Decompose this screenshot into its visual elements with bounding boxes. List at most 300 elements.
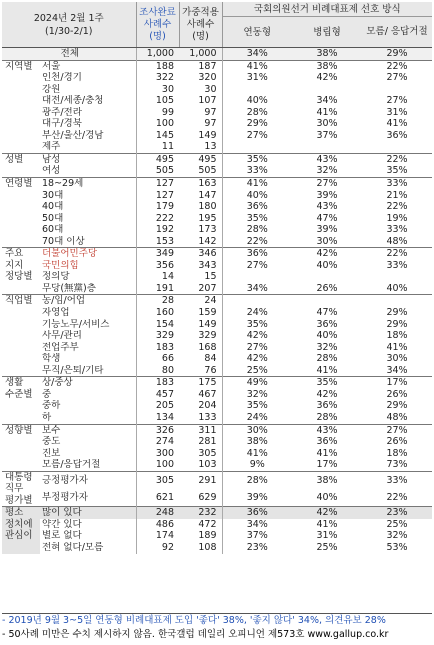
linked-pct-cell: 37% bbox=[222, 530, 292, 542]
unknown-pct-cell: 40% bbox=[386, 282, 408, 294]
sample-count-cell: 191 bbox=[136, 283, 179, 295]
unknown-pct-cell: 29% bbox=[362, 48, 432, 61]
linked-pct-cell: 28% bbox=[222, 224, 292, 236]
table-row bbox=[2, 295, 432, 307]
row-label: 대전/세종/충청 bbox=[40, 95, 136, 107]
weighted-count-cell: 133 bbox=[198, 411, 217, 423]
parallel-pct-cell: 41% bbox=[316, 106, 338, 118]
group-label: 주요 지지 정당별 bbox=[2, 248, 40, 295]
table-row bbox=[2, 248, 432, 260]
linked-pct-cell: 41% bbox=[222, 448, 292, 460]
table-row bbox=[2, 213, 432, 225]
parallel-pct-cell: 38% bbox=[292, 48, 362, 61]
parallel-pct-cell: 30% bbox=[316, 118, 338, 130]
parallel-pct-cell: 42% bbox=[316, 388, 338, 400]
unknown-pct-cell: 26% bbox=[386, 388, 408, 400]
unknown-pct-cell bbox=[362, 141, 432, 153]
weighted-count-cell: 175 bbox=[179, 377, 222, 389]
row-label: 사무/관리 bbox=[40, 330, 136, 342]
col-header-linked: 연동형 bbox=[222, 17, 292, 48]
unknown-pct-cell: 27% bbox=[362, 424, 432, 436]
unknown-pct-cell: 33% bbox=[386, 259, 408, 271]
parallel-pct-cell: 38% bbox=[292, 60, 362, 72]
unknown-pct-cell bbox=[362, 84, 432, 96]
row-label: 기능노무/서비스 bbox=[40, 319, 136, 331]
parallel-pct-cell: 37% bbox=[316, 129, 338, 141]
linked-pct-cell: 36% bbox=[222, 248, 292, 260]
linked-pct-cell: 27% bbox=[222, 342, 292, 354]
unknown-pct-cell: 73% bbox=[386, 459, 408, 471]
sample-count-cell: 183 bbox=[136, 342, 179, 354]
sample-count-cell: 66 bbox=[136, 353, 179, 365]
survey-period-header bbox=[2, 2, 136, 48]
linked-pct-cell: 41% bbox=[222, 178, 292, 190]
footnote-history: - 2019년 9월 3~5일 연동형 비례대표제 도입 '좋다' 38%, '좋지 않다' 34%, 의견유보 28% bbox=[2, 615, 386, 626]
unknown-pct-cell: 22% bbox=[386, 201, 408, 213]
group-label: 지역별 bbox=[2, 60, 40, 153]
row-label: 더불어민주당 bbox=[40, 248, 136, 260]
unknown-pct-cell: 22% bbox=[386, 491, 408, 503]
weighted-count-cell: 142 bbox=[198, 235, 217, 247]
weighted-count-cell: 108 bbox=[198, 541, 217, 553]
unknown-pct-cell: 34% bbox=[386, 364, 408, 376]
unknown-pct-cell: 22% bbox=[362, 153, 432, 165]
table-row bbox=[2, 260, 432, 272]
weighted-count-cell: 495 bbox=[179, 153, 222, 165]
sample-count-cell: 105 bbox=[136, 95, 179, 107]
group-label: 직업별 bbox=[2, 295, 40, 377]
linked-pct-cell: 39% bbox=[222, 489, 292, 507]
table-row bbox=[2, 72, 432, 84]
unknown-pct-cell: 18% bbox=[386, 447, 408, 459]
sample-count-cell: 92 bbox=[136, 542, 179, 554]
parallel-pct-cell bbox=[292, 295, 362, 307]
parallel-pct-cell: 25% bbox=[316, 541, 338, 553]
preference-super-label: 국회의원선거 비례대표제 선호 방식 bbox=[253, 3, 401, 15]
sample-count-cell: 326 bbox=[136, 424, 179, 436]
weighted-count-cell: 1,000 bbox=[179, 48, 222, 61]
row-label: 광주/전라 bbox=[40, 107, 136, 119]
weighted-count-cell: 346 bbox=[179, 248, 222, 260]
weighted-count-cell: 329 bbox=[198, 330, 217, 342]
weighted-count-cell: 168 bbox=[198, 341, 217, 353]
sample-count-cell: 248 bbox=[136, 507, 179, 519]
weighted-count-cell: 84 bbox=[204, 353, 217, 365]
weighted-count-cell: 305 bbox=[198, 447, 217, 459]
unknown-pct-cell: 48% bbox=[386, 235, 408, 247]
linked-pct-cell: 35% bbox=[222, 319, 292, 331]
row-label: 모름/응답거절 bbox=[40, 459, 136, 471]
unknown-pct-cell: 30% bbox=[386, 353, 408, 365]
weighted-count-cell: 147 bbox=[198, 189, 217, 201]
parallel-pct-cell: 36% bbox=[316, 400, 338, 412]
weighted-count-cell: 149 bbox=[198, 318, 217, 330]
linked-pct-cell bbox=[222, 84, 292, 96]
linked-pct-cell: 35% bbox=[222, 213, 292, 225]
sample-count-cell: 621 bbox=[136, 489, 179, 507]
table-row bbox=[2, 165, 432, 177]
sample-count-cell: 14 bbox=[136, 271, 179, 283]
parallel-pct-cell: 47% bbox=[316, 212, 338, 224]
sample-count-cell: 486 bbox=[136, 519, 179, 531]
weighted-count-cell: 13 bbox=[204, 141, 217, 153]
unknown-pct-cell: 23% bbox=[362, 507, 432, 519]
row-label: 진보 bbox=[40, 448, 136, 460]
weighted-count-cell: 163 bbox=[179, 178, 222, 190]
footnotes bbox=[2, 613, 432, 642]
poll-table-container bbox=[2, 2, 432, 554]
unknown-pct-cell: 22% bbox=[362, 248, 432, 260]
sample-count-cell: 28 bbox=[136, 295, 179, 307]
sample-count-cell: 457 bbox=[136, 389, 179, 401]
linked-pct-cell: 42% bbox=[222, 330, 292, 342]
linked-pct-cell: 28% bbox=[222, 471, 292, 489]
row-label: 여성 bbox=[40, 165, 136, 177]
col-header-parallel: 병립형 bbox=[292, 17, 362, 48]
linked-pct-cell: 28% bbox=[222, 107, 292, 119]
row-label: 30대 bbox=[40, 190, 136, 202]
row-label: 전혀 없다/모름 bbox=[40, 542, 136, 554]
weighted-count-cell: 629 bbox=[198, 491, 217, 503]
row-label: 상/중상 bbox=[40, 377, 136, 389]
unknown-pct-cell: 31% bbox=[386, 106, 408, 118]
parallel-pct-cell: 41% bbox=[316, 364, 338, 376]
weighted-count-label: 가중적용 사례수 (명) bbox=[182, 6, 219, 42]
sample-count-cell: 322 bbox=[136, 72, 179, 84]
footnote-source: - 50사례 미만은 수치 제시하지 않음. 한국갤럽 데일리 오피니언 제573호 www.gallup.co.kr bbox=[2, 629, 389, 640]
table-row bbox=[2, 141, 432, 153]
parallel-pct-cell: 26% bbox=[316, 282, 338, 294]
unknown-pct-cell: 29% bbox=[386, 400, 408, 412]
parallel-pct-cell bbox=[292, 84, 362, 96]
row-label: 서울 bbox=[40, 60, 136, 72]
group-label: 성향별 bbox=[2, 424, 40, 471]
parallel-pct-cell: 27% bbox=[292, 178, 362, 190]
unknown-pct-cell: 36% bbox=[386, 129, 408, 141]
table-row bbox=[2, 283, 432, 295]
group-label: 생활 수준별 bbox=[2, 377, 40, 424]
table-row bbox=[2, 436, 432, 448]
linked-pct-cell: 34% bbox=[222, 283, 292, 295]
row-label: 약간 있다 bbox=[40, 519, 136, 531]
table-row bbox=[2, 178, 432, 190]
table-body bbox=[2, 48, 432, 554]
sample-count-cell: 305 bbox=[136, 471, 179, 489]
weighted-count-cell: 159 bbox=[198, 307, 217, 319]
table-row bbox=[2, 424, 432, 436]
group-label: 연령별 bbox=[2, 178, 40, 248]
sample-count-cell: 30 bbox=[136, 84, 179, 96]
unknown-pct-cell: 17% bbox=[362, 377, 432, 389]
row-label: 60대 bbox=[40, 224, 136, 236]
weighted-count-header bbox=[179, 2, 222, 48]
weighted-count-cell: 189 bbox=[198, 530, 217, 542]
parallel-pct-cell: 32% bbox=[316, 341, 338, 353]
parallel-pct-cell: 40% bbox=[316, 259, 338, 271]
row-label: 인천/경기 bbox=[40, 72, 136, 84]
table-row bbox=[2, 542, 432, 554]
table-row bbox=[2, 307, 432, 319]
unknown-pct-cell: 22% bbox=[362, 60, 432, 72]
row-label: 중 bbox=[40, 389, 136, 401]
sample-count-cell: 300 bbox=[136, 448, 179, 460]
unknown-pct-cell: 33% bbox=[386, 224, 408, 236]
unknown-pct-cell: 27% bbox=[386, 72, 408, 84]
row-label: 정의당 bbox=[40, 271, 136, 283]
row-label: 보수 bbox=[40, 424, 136, 436]
sample-count-header bbox=[136, 2, 179, 48]
row-label: 제주 bbox=[40, 141, 136, 153]
weighted-count-cell: 107 bbox=[198, 95, 217, 107]
row-label: 남성 bbox=[40, 153, 136, 165]
table-row bbox=[2, 190, 432, 202]
sample-count-cell: 100 bbox=[136, 459, 179, 471]
weighted-count-cell: 343 bbox=[198, 259, 217, 271]
weighted-count-cell: 195 bbox=[198, 212, 217, 224]
table-row bbox=[2, 412, 432, 424]
weighted-count-cell: 24 bbox=[179, 295, 222, 307]
weighted-count-cell: 15 bbox=[204, 271, 217, 283]
unknown-pct-cell: 25% bbox=[386, 518, 408, 530]
table-row bbox=[2, 342, 432, 354]
sample-count-cell: 99 bbox=[136, 107, 179, 119]
weighted-count-cell: 97 bbox=[204, 118, 217, 130]
unknown-pct-cell: 32% bbox=[386, 530, 408, 542]
unknown-pct-cell: 26% bbox=[386, 436, 408, 448]
linked-pct-cell: 25% bbox=[222, 365, 292, 377]
table-row bbox=[2, 400, 432, 412]
linked-pct-cell: 29% bbox=[222, 118, 292, 130]
sample-count-cell: 100 bbox=[136, 118, 179, 130]
sample-count-cell: 174 bbox=[136, 530, 179, 542]
table-row bbox=[2, 507, 432, 519]
parallel-pct-cell: 38% bbox=[292, 471, 362, 489]
table-row bbox=[2, 530, 432, 542]
table-row bbox=[2, 365, 432, 377]
table-row bbox=[2, 224, 432, 236]
row-label: 50대 bbox=[40, 213, 136, 225]
linked-pct-cell: 36% bbox=[222, 507, 292, 519]
weighted-count-cell: 281 bbox=[198, 436, 217, 448]
survey-period-dates: (1/30-2/1) bbox=[45, 25, 93, 37]
sample-count-cell: 1,000 bbox=[136, 48, 179, 61]
table-row bbox=[2, 153, 432, 165]
preference-super-header bbox=[222, 2, 432, 17]
unknown-pct-cell: 18% bbox=[386, 330, 408, 342]
row-label: 무직/은퇴/기타 bbox=[40, 365, 136, 377]
weighted-count-cell: 103 bbox=[198, 459, 217, 471]
sample-count-cell: 154 bbox=[136, 319, 179, 331]
col-header-unknown bbox=[362, 17, 432, 48]
sample-count-cell: 11 bbox=[136, 141, 179, 153]
parallel-pct-cell: 30% bbox=[316, 235, 338, 247]
sample-count-cell: 349 bbox=[136, 248, 179, 260]
row-label: 강원 bbox=[40, 84, 136, 96]
row-label: 40대 bbox=[40, 201, 136, 213]
row-label: 국민의힘 bbox=[40, 260, 136, 272]
parallel-pct-cell: 36% bbox=[316, 436, 338, 448]
unknown-pct-cell: 48% bbox=[386, 411, 408, 423]
table-row bbox=[2, 471, 432, 489]
parallel-pct-cell: 35% bbox=[292, 377, 362, 389]
unknown-pct-cell: 27% bbox=[386, 95, 408, 107]
sample-count-label: 조사완료 사례수 (명) bbox=[139, 6, 176, 42]
linked-pct-cell: 27% bbox=[222, 130, 292, 142]
group-label: 대통령 직무 평가별 bbox=[2, 471, 40, 507]
row-label: 많이 있다 bbox=[40, 507, 136, 519]
weighted-count-cell: 505 bbox=[198, 165, 217, 177]
weighted-count-cell: 76 bbox=[204, 364, 217, 376]
row-label: 중하 bbox=[40, 400, 136, 412]
table-row bbox=[2, 118, 432, 130]
linked-pct-cell bbox=[222, 271, 292, 283]
table-row bbox=[2, 130, 432, 142]
table-row bbox=[2, 107, 432, 119]
row-label: 하 bbox=[40, 412, 136, 424]
sample-count-cell: 127 bbox=[136, 190, 179, 202]
group-label: 성별 bbox=[2, 153, 40, 177]
weighted-count-cell: 232 bbox=[179, 507, 222, 519]
unknown-pct-cell: 33% bbox=[362, 178, 432, 190]
weighted-count-cell: 467 bbox=[198, 388, 217, 400]
sample-count-cell: 192 bbox=[136, 224, 179, 236]
table-row bbox=[2, 448, 432, 460]
table-row bbox=[2, 95, 432, 107]
weighted-count-cell: 311 bbox=[179, 424, 222, 436]
linked-pct-cell: 35% bbox=[222, 153, 292, 165]
unknown-pct-cell: 41% bbox=[386, 341, 408, 353]
unknown-pct-cell: 33% bbox=[362, 471, 432, 489]
row-label: 부정평가자 bbox=[40, 489, 136, 507]
table-row bbox=[2, 60, 432, 72]
linked-pct-cell: 42% bbox=[222, 353, 292, 365]
group-label: 평소 정치에 관심이 bbox=[2, 507, 40, 554]
weighted-count-cell: 173 bbox=[198, 224, 217, 236]
linked-pct-cell: 31% bbox=[222, 72, 292, 84]
parallel-pct-cell: 41% bbox=[316, 447, 338, 459]
row-label: 별로 없다 bbox=[40, 530, 136, 542]
row-label: 전체 bbox=[2, 48, 136, 61]
unknown-pct-cell: 53% bbox=[386, 541, 408, 553]
sample-count-cell: 274 bbox=[136, 436, 179, 448]
linked-pct-cell: 34% bbox=[222, 48, 292, 61]
table-row bbox=[2, 389, 432, 401]
linked-pct-cell: 33% bbox=[222, 165, 292, 177]
row-label: 대구/경북 bbox=[40, 118, 136, 130]
parallel-pct-cell: 43% bbox=[316, 201, 338, 213]
parallel-pct-cell: 40% bbox=[316, 491, 338, 503]
parallel-pct-cell: 17% bbox=[316, 459, 338, 471]
table-row bbox=[2, 519, 432, 531]
table-row bbox=[2, 459, 432, 471]
row-label: 무당(無黨)층 bbox=[40, 283, 136, 295]
linked-pct-cell: 41% bbox=[222, 60, 292, 72]
linked-pct-cell: 24% bbox=[222, 307, 292, 319]
linked-pct-cell: 34% bbox=[222, 519, 292, 531]
linked-pct-cell: 30% bbox=[222, 424, 292, 436]
parallel-pct-cell: 32% bbox=[316, 165, 338, 177]
parallel-pct-cell: 47% bbox=[316, 307, 338, 319]
sample-count-cell: 80 bbox=[136, 365, 179, 377]
sample-count-cell: 495 bbox=[136, 153, 179, 165]
row-label: 긍정평가자 bbox=[40, 471, 136, 489]
sample-count-cell: 134 bbox=[136, 412, 179, 424]
linked-pct-cell: 27% bbox=[222, 260, 292, 272]
sample-count-cell: 145 bbox=[136, 130, 179, 142]
parallel-pct-cell: 43% bbox=[292, 153, 362, 165]
unknown-pct-cell bbox=[362, 295, 432, 307]
linked-pct-cell: 24% bbox=[222, 412, 292, 424]
unknown-pct-cell bbox=[362, 271, 432, 283]
weighted-count-cell: 180 bbox=[198, 201, 217, 213]
unknown-pct-cell: 41% bbox=[386, 118, 408, 130]
parallel-pct-cell: 42% bbox=[292, 248, 362, 260]
table-header bbox=[2, 2, 432, 48]
sample-count-cell: 329 bbox=[136, 330, 179, 342]
sample-count-cell: 153 bbox=[136, 236, 179, 248]
table-row bbox=[2, 271, 432, 283]
unknown-pct-cell: 29% bbox=[386, 318, 408, 330]
total-row bbox=[2, 48, 432, 61]
row-label: 학생 bbox=[40, 353, 136, 365]
parallel-pct-cell: 39% bbox=[316, 224, 338, 236]
linked-pct-cell: 40% bbox=[222, 190, 292, 202]
unknown-pct-cell: 29% bbox=[386, 307, 408, 319]
table-row bbox=[2, 353, 432, 365]
weighted-count-cell: 30 bbox=[204, 83, 217, 95]
weighted-count-cell: 291 bbox=[179, 471, 222, 489]
sample-count-cell: 127 bbox=[136, 178, 179, 190]
weighted-count-cell: 149 bbox=[198, 129, 217, 141]
row-label: 자영업 bbox=[40, 307, 136, 319]
parallel-pct-cell: 31% bbox=[316, 530, 338, 542]
weighted-count-cell: 472 bbox=[198, 518, 217, 530]
row-label: 70대 이상 bbox=[40, 236, 136, 248]
col-header-unknown-label: 모름/ 응답거절 bbox=[366, 26, 428, 37]
linked-pct-cell bbox=[222, 295, 292, 307]
parallel-pct-cell: 40% bbox=[316, 330, 338, 342]
weighted-count-cell: 207 bbox=[198, 282, 217, 294]
linked-pct-cell bbox=[222, 141, 292, 153]
sample-count-cell: 188 bbox=[136, 60, 179, 72]
linked-pct-cell: 36% bbox=[222, 201, 292, 213]
sample-count-cell: 160 bbox=[136, 307, 179, 319]
table-row bbox=[2, 489, 432, 507]
parallel-pct-cell bbox=[292, 141, 362, 153]
linked-pct-cell: 32% bbox=[222, 389, 292, 401]
parallel-pct-cell: 36% bbox=[316, 318, 338, 330]
parallel-pct-cell bbox=[292, 271, 362, 283]
sample-count-cell: 356 bbox=[136, 260, 179, 272]
sample-count-cell: 505 bbox=[136, 165, 179, 177]
parallel-pct-cell: 34% bbox=[316, 95, 338, 107]
table-row bbox=[2, 319, 432, 331]
parallel-pct-cell: 28% bbox=[316, 411, 338, 423]
sample-count-cell: 179 bbox=[136, 201, 179, 213]
linked-pct-cell: 23% bbox=[222, 542, 292, 554]
linked-pct-cell: 22% bbox=[222, 236, 292, 248]
parallel-pct-cell: 39% bbox=[316, 189, 338, 201]
parallel-pct-cell: 43% bbox=[292, 424, 362, 436]
parallel-pct-cell: 42% bbox=[316, 72, 338, 84]
sample-count-cell: 183 bbox=[136, 377, 179, 389]
row-label: 부산/울산/경남 bbox=[40, 130, 136, 142]
table-row bbox=[2, 236, 432, 248]
linked-pct-cell: 40% bbox=[222, 95, 292, 107]
table-row bbox=[2, 330, 432, 342]
table-row bbox=[2, 201, 432, 213]
row-label: 18~29세 bbox=[40, 178, 136, 190]
